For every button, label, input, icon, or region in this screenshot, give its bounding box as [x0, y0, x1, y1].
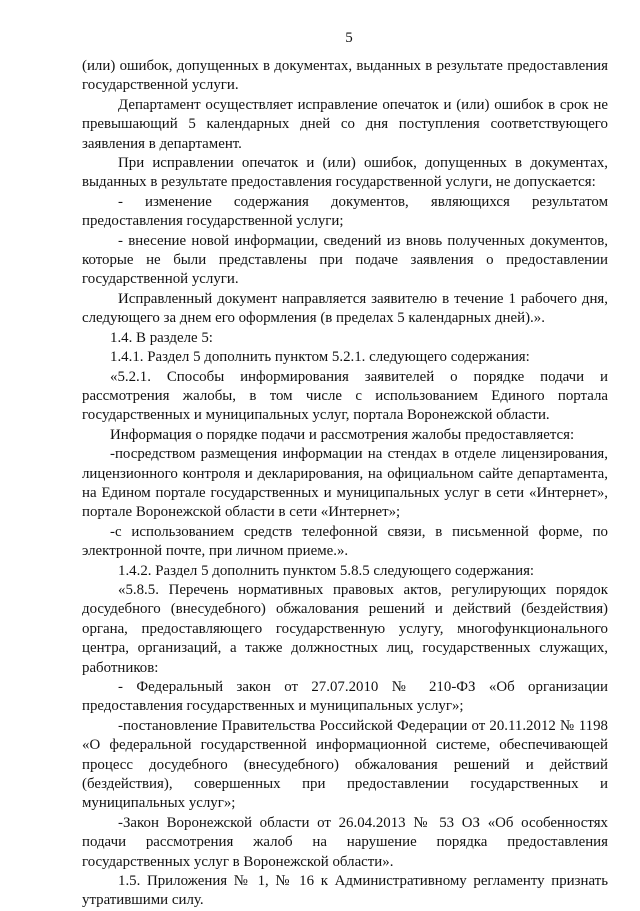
paragraph-continuation: (или) ошибок, допущенных в документах, выданных в результате предоставления государственной услуги. [82, 58, 608, 94]
clause-5-2-1: «5.2.1. Способы информирования заявителей о порядке подачи и рассмотрения жалобы, в том числе с использованием Единого портала государственных и муниципальных услуг, портала Воронежской области. [82, 368, 608, 424]
clause-1-4-1: 1.4.1. Раздел 5 дополнить пунктом 5.2.1. следующего содержания: [110, 349, 530, 366]
list-item-new-info: - внесение новой информации, сведений из вновь полученных документов, которые не были представлены при подаче заявления о предоставлении государственной услуги. [82, 232, 608, 288]
clause-1-4: 1.4. В разделе 5: [110, 329, 213, 346]
list-item-change-content: - изменение содержания документов, являющихся результатом предоставления государственной услуги; [82, 193, 608, 230]
paragraph-complaint-info: Информация о порядке подачи и рассмотрения жалобы предоставляется: [110, 426, 575, 443]
paragraph-correction-term: Департамент осуществляет исправление опечаток и (или) ошибок в срок не превышающий 5 календарных дней со дня поступления соответствующего заявления в департамент. [82, 96, 608, 152]
list-item-government-resolution: -постановление Правительства Российской Федерации от 20.11.2012 № 1198 «О федеральной государственной информационной системе, обеспечивающей процесс досудебного (внесудебного) обжалования решений и действий (бездействия), совершенных при предоставлении государственных и муниципальных услуг»; [82, 717, 608, 812]
list-item-phone: -с использованием средств телефонной связи, в письменной форме, по электронной почте, при личном приеме.». [82, 523, 608, 560]
paragraph-corrected-document: Исправленный документ направляется заявителю в течение 1 рабочего дня, следующего за днем его оформления (в пределах 5 календарных дней).». [82, 290, 608, 327]
paragraph-not-allowed: При исправлении опечаток и (или) ошибок, допущенных в документах, выданных в результате предоставления государственной услуги, не допускается: [82, 155, 608, 191]
page-number: 5 [345, 30, 353, 46]
clause-1-5: 1.5. Приложения № 1, № 16 к Административному регламенту признать утратившими силу. [82, 873, 608, 909]
list-item-federal-law: - Федеральный закон от 27.07.2010 № 210-ФЗ «Об организации предоставления государственных и муниципальных услуг»; [82, 679, 608, 715]
clause-1-4-2: 1.4.2. Раздел 5 дополнить пунктом 5.8.5 следующего содержания: [118, 562, 535, 579]
clause-5-8-5: «5.8.5. Перечень нормативных правовых актов, регулирующих порядок досудебного (внесудебного) обжалования решений и действий (бездействия) органа, предоставляющего государственную услугу, многофункционального центра, организаций, а также должностных лиц, государственных служащих, работников: [82, 581, 608, 676]
list-item-stands: -посредством размещения информации на стендах в отделе лицензирования, лицензионного контроля и декларирования, на официальном сайте департамента, на Едином портале государственных и муниципальных услуг в сети «Интернет», портале Воронежской области в сети «Интернет»; [82, 446, 608, 521]
list-item-regional-law: -Закон Воронежской области от 26.04.2013 № 53 ОЗ «Об особенностях подачи рассмотрения жалоб на нарушение порядка предоставления государственных услуг в Воронежской области». [82, 814, 608, 870]
